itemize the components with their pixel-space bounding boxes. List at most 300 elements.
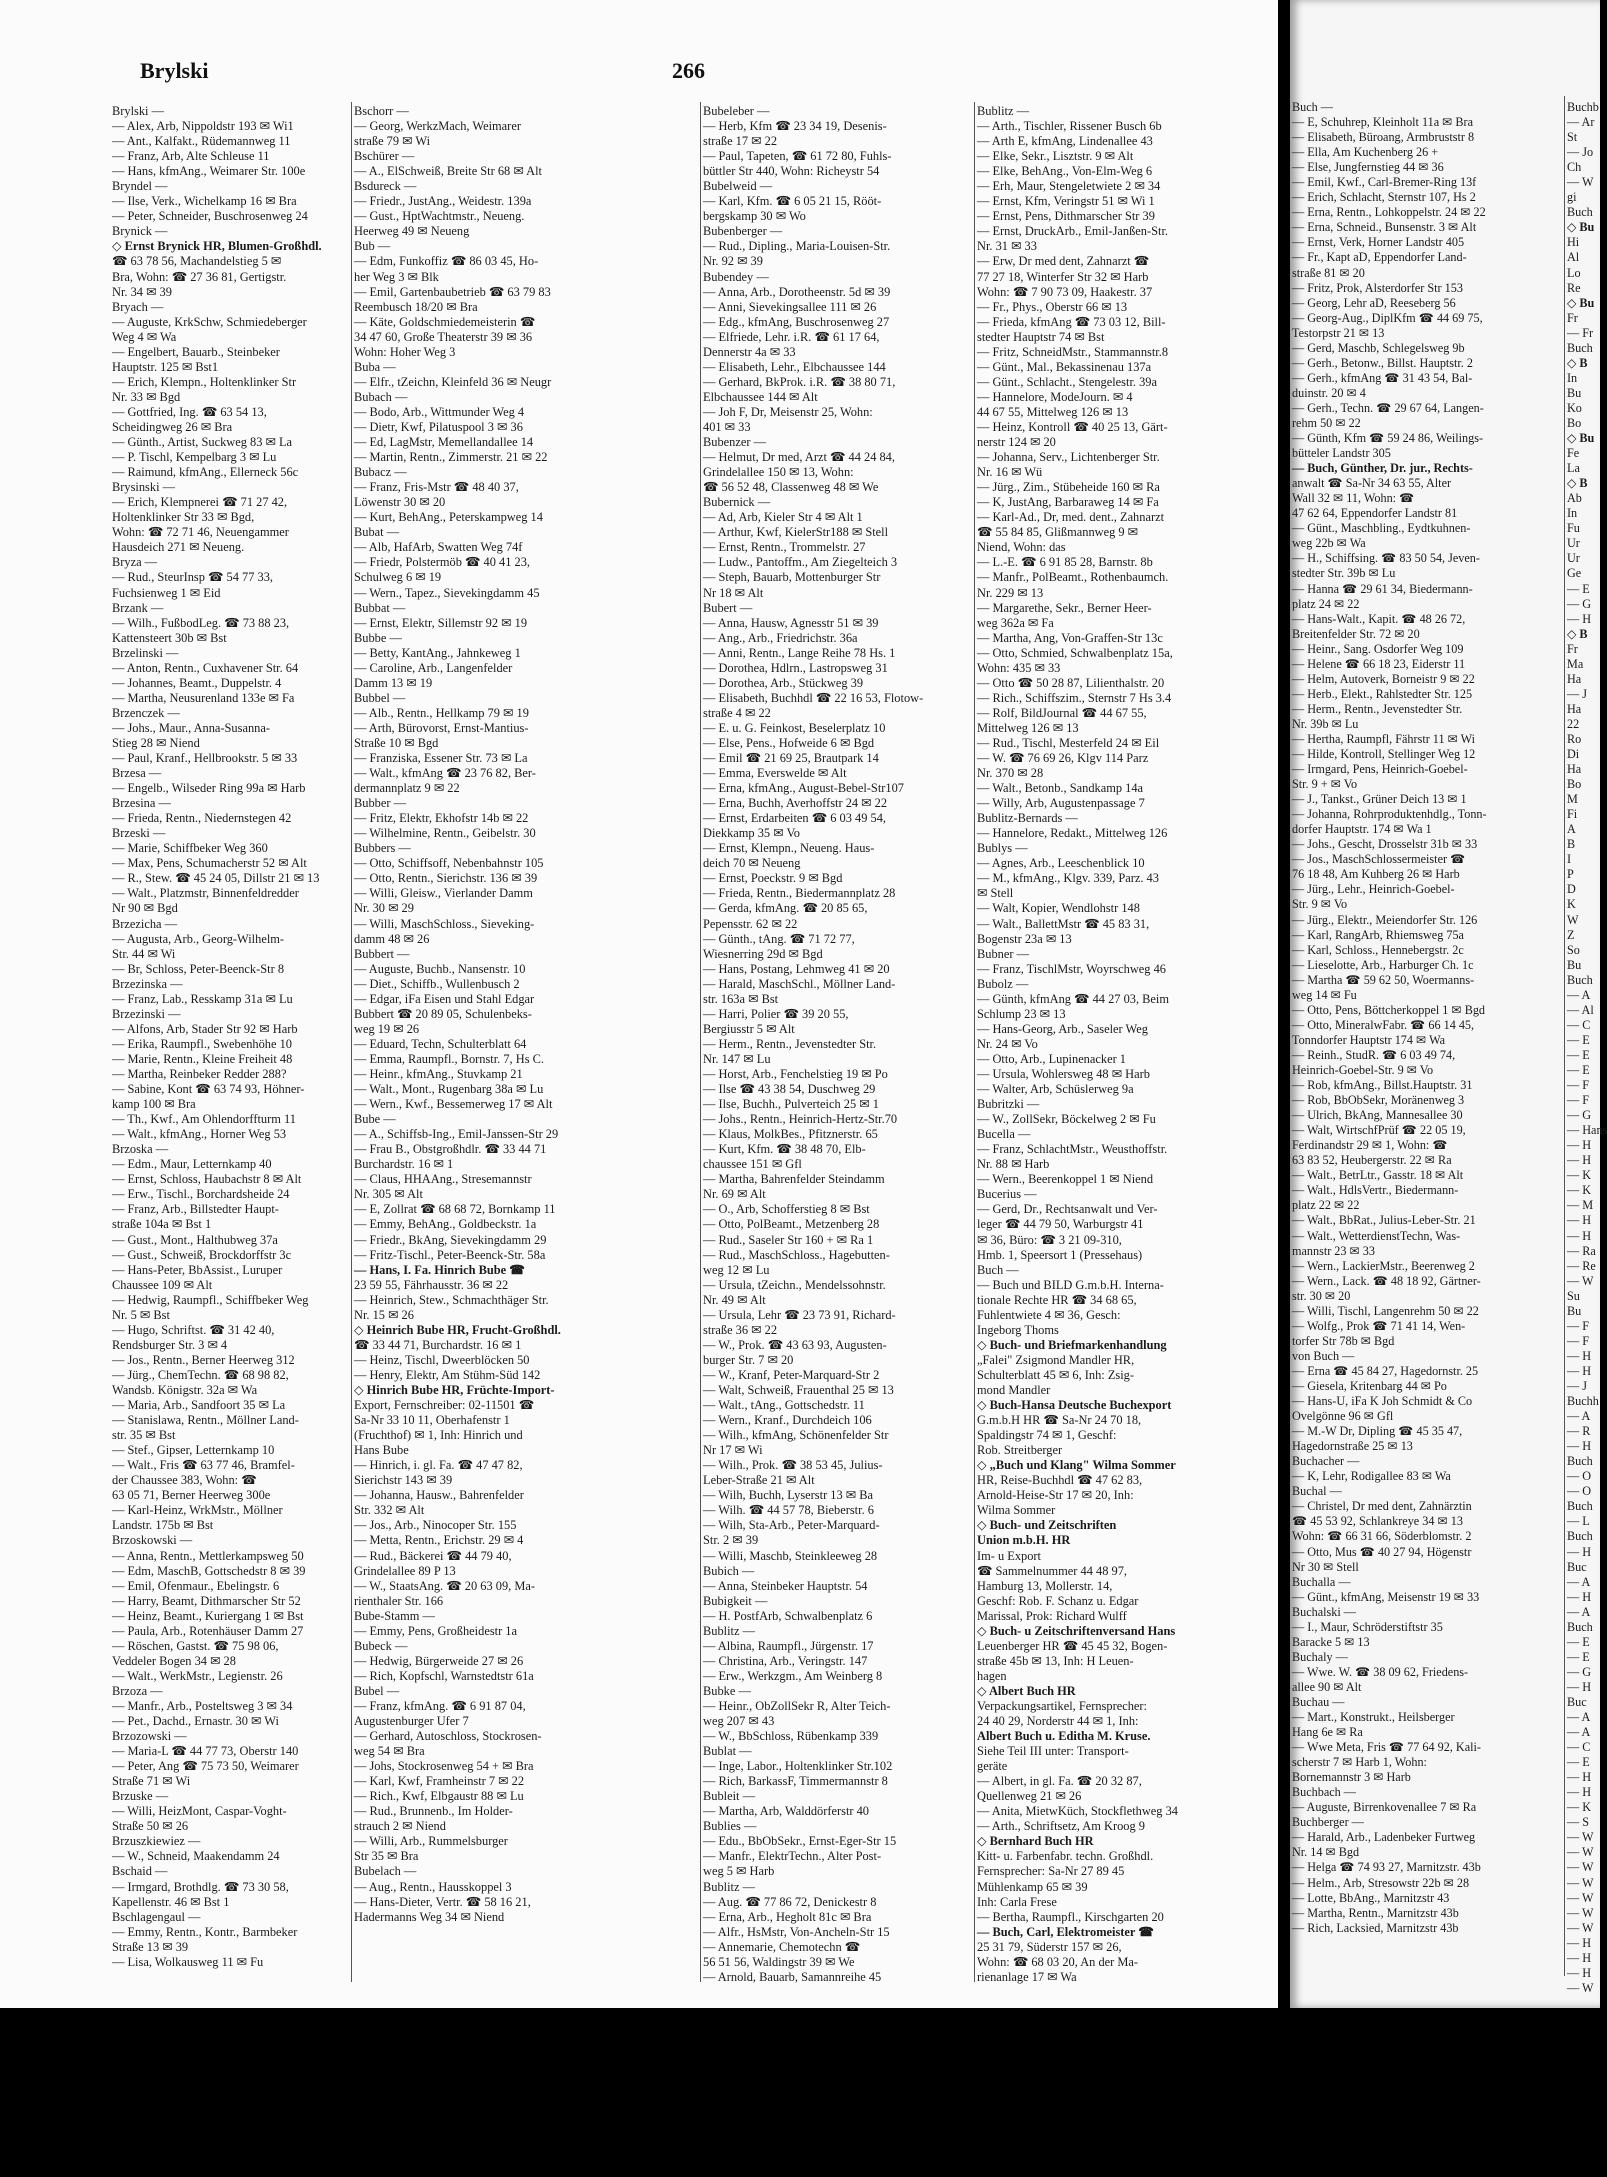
directory-line: Union m.b.H. HR	[977, 1533, 1071, 1548]
directory-line: — H	[1567, 1770, 1592, 1785]
directory-line: torfer Str 78b ✉ Bgd	[1292, 1333, 1395, 1348]
directory-line: — Caroline, Arb., Langenfelder	[354, 660, 513, 675]
directory-line: Ko	[1567, 400, 1582, 415]
directory-line: — Hinrich, i. gl. Fa. ☎ 47 47 82,	[354, 1458, 523, 1473]
directory-line: — Jos., Arb., Ninocoper Str. 155	[354, 1518, 517, 1533]
directory-line: straße 45b ✉ 13, Inh: H Leuen-	[977, 1653, 1134, 1668]
directory-line: — Harald, MaschSchl., Möllner Land-	[703, 976, 896, 991]
directory-line: — Edm, Funkoffiz ☎ 86 03 45, Ho-	[354, 254, 539, 269]
directory-line: — Willi, HeizMont, Caspar-Voght-	[112, 1804, 287, 1819]
directory-line: — W., Kranf, Peter-Marquard-Str 2	[703, 1367, 880, 1382]
directory-line: Bu	[1567, 1303, 1582, 1318]
page-number: 266	[672, 58, 705, 83]
directory-line: — W	[1567, 1860, 1594, 1875]
directory-line: — Franz, kfmAng. ☎ 6 91 87 04,	[354, 1698, 526, 1713]
directory-line: ◇ Buch- und Briefmarkenhandlung	[977, 1337, 1167, 1352]
directory-line: 44 67 55, Mittelweg 126 ✉ 13	[977, 404, 1129, 419]
directory-line: — Helene ☎ 66 18 23, Eiderstr 11	[1292, 656, 1466, 671]
directory-line: — Ang., Arb., Friedrichstr. 36a	[703, 630, 858, 645]
directory-line: Fuchsienweg 1 ✉ Eid	[112, 585, 221, 600]
directory-line: — Ulrich, BkAng, Mannesallee 30	[1292, 1108, 1463, 1123]
directory-line: straße 79 ✉ Wi	[354, 134, 431, 149]
directory-line: — Franz, Arb., Billstedter Haupt-	[112, 1202, 279, 1217]
directory-line: — O	[1567, 1484, 1592, 1499]
directory-line: — Alb, HafArb, Swatten Weg 74f	[354, 540, 523, 555]
directory-line: — Günt., Schlacht., Stengelestr. 39a	[977, 374, 1157, 389]
directory-line: — Martha, Bahrenfelder Steindamm	[703, 1172, 885, 1187]
directory-column-3	[703, 104, 973, 1985]
directory-line: — Ad, Arb, Kieler Str 4 ✉ Alt 1	[703, 510, 863, 525]
directory-line: 401 ✉ 33	[703, 419, 751, 434]
directory-line: — Lisa, Wolkausweg 11 ✉ Fu	[112, 1954, 264, 1969]
directory-line: — Ernst, Rentn., Trommelstr. 27	[703, 540, 866, 555]
directory-line: St	[1567, 130, 1578, 145]
directory-line: — Helmut, Dr med, Arzt ☎ 44 24 84,	[703, 450, 895, 465]
directory-line: Buc	[1567, 1694, 1587, 1709]
directory-column-4	[977, 104, 1277, 1985]
directory-line: Kapellenstr. 46 ✉ Bst 1	[112, 1894, 230, 1909]
directory-line: — Ernst, Poeckstr. 9 ✉ Bgd	[703, 871, 843, 886]
directory-line: Chaussee 109 ✉ Alt	[112, 1277, 213, 1292]
directory-line: — Franz, SchlachtMstr., Weusthoffstr.	[977, 1142, 1168, 1157]
directory-line: Lo	[1567, 265, 1581, 280]
directory-line: — Augusta, Arb., Georg-Wilhelm-	[112, 931, 285, 946]
directory-line: — H	[1567, 1965, 1592, 1980]
directory-line: — W., Schneid, Maakendamm 24	[112, 1849, 280, 1864]
directory-line: damm 48 ✉ 26	[354, 931, 430, 946]
directory-line: — Annemarie, Chemotechn ☎	[703, 1939, 861, 1954]
directory-line: Ro	[1567, 731, 1582, 746]
directory-line: — Alb., Rentn., Hellkamp 79 ✉ 19	[354, 705, 529, 720]
directory-line: — Otto, Mus ☎ 40 27 94, Högenstr	[1292, 1544, 1472, 1559]
directory-line: — W., BbSchloss, Rübenkamp 339	[703, 1729, 879, 1744]
directory-line: Straße 10 ✉ Bgd	[354, 735, 439, 750]
directory-line: 56 51 56, Waldingstr 39 ✉ We	[703, 1954, 855, 1969]
directory-line: — Wilhelmine, Rentn., Geibelstr. 30	[354, 826, 536, 841]
directory-line: Wohn: ☎ 66 31 66, Söderblomstr. 2	[1292, 1529, 1472, 1544]
directory-line: In	[1567, 506, 1578, 521]
directory-line: weg 5 ✉ Harb	[703, 1864, 775, 1879]
directory-line: — W. ☎ 76 69 26, Klgv 114 Parz	[977, 751, 1149, 766]
directory-line: Fu	[1567, 521, 1580, 536]
directory-line: — H. PostfArb, Schwalbenplatz 6	[703, 1608, 873, 1623]
directory-line: — Frieda, Rentn., Biedermannplatz 28	[703, 886, 896, 901]
directory-line: — Rich., Schiffszim., Sternstr 7 Hs 3.4	[977, 690, 1172, 705]
directory-line: — Jürg., Zim., Stübeheide 160 ✉ Ra	[977, 480, 1160, 495]
directory-line: — Alfons, Arb, Stader Str 92 ✉ Harb	[112, 1021, 298, 1036]
directory-line: — Karl, Kfm. ☎ 6 05 21 15, Rööt-	[703, 194, 882, 209]
directory-line: W	[1567, 912, 1579, 927]
directory-line: ☎ 63 78 56, Machandelstieg 5 ✉	[112, 254, 282, 269]
directory-line: — Gust., HptWachtmstr., Neueng.	[354, 209, 525, 224]
directory-line: So	[1567, 942, 1580, 957]
column-divider	[974, 102, 975, 1982]
directory-line: Bschlagengaul —	[112, 1909, 201, 1924]
directory-line: Wohn: ☎ 68 03 20, An der Ma-	[977, 1954, 1139, 1969]
directory-line: — Sabine, Kont ☎ 63 74 93, Höhner-	[112, 1082, 305, 1097]
directory-line: 22	[1567, 716, 1580, 731]
directory-line: — L	[1567, 1514, 1590, 1529]
directory-line: — E, Zollrat ☎ 68 68 72, Bornkamp 11	[354, 1202, 556, 1217]
directory-line: — H	[1567, 1950, 1592, 1965]
directory-line: Holtenklinker Str 33 ✉ Bgd,	[112, 510, 255, 525]
directory-line: Brzoza —	[112, 1683, 163, 1698]
directory-line: — Lotte, BbAng., Marnitzstr 43	[1292, 1890, 1450, 1905]
directory-line: — Pet., Dachd., Ernastr. 30 ✉ Wi	[112, 1714, 279, 1729]
directory-line: — Gust., Schweiß, Brockdorffstr 3c	[112, 1247, 292, 1262]
directory-line: platz 24 ✉ 22	[1292, 596, 1360, 611]
directory-column-2	[354, 104, 699, 1925]
directory-line: Bublies —	[703, 1819, 757, 1834]
directory-line: Ur	[1567, 536, 1580, 551]
directory-line: — A	[1567, 1725, 1591, 1740]
directory-line: — R	[1567, 1424, 1591, 1439]
directory-line: — Gerda, kfmAng. ☎ 20 85 65,	[703, 901, 868, 916]
directory-line: — Buch, Carl, Elektromeister ☎	[977, 1924, 1154, 1939]
directory-line: ◇ Bernhard Buch HR	[977, 1834, 1094, 1849]
directory-line: — Maria, Arb., Sandfoort 35 ✉ La	[112, 1398, 286, 1413]
directory-line: — Engelbert, Bauarb., Steinbeker	[112, 344, 280, 359]
directory-line: — Johanna, Rohrproduktenhdlg., Tonn-	[1292, 807, 1487, 822]
directory-line: — Otto, Arb., Lupinenacker 1	[977, 1051, 1126, 1066]
directory-line: Bublitz —	[977, 104, 1029, 118]
directory-line: — L.-E. ☎ 6 91 85 28, Barnstr. 8b	[977, 555, 1153, 570]
directory-line: — Walt, WirtschfPrüf ☎ 22 05 19,	[1292, 1123, 1466, 1138]
directory-line: — Paula, Arb., Rotenhäuser Damm 27	[112, 1623, 304, 1638]
directory-line: weg 14 ✉ Fu	[1292, 987, 1357, 1002]
directory-line: — Ella, Am Kuchenberg 26 +	[1292, 145, 1439, 160]
directory-line: Buba —	[354, 359, 396, 374]
directory-line: Fr	[1567, 641, 1578, 656]
directory-line: str. 35 ✉ Bst	[112, 1428, 176, 1443]
directory-line: — Wilh, Buchh, Lyserstr 13 ✉ Ba	[703, 1488, 874, 1503]
directory-line: — E	[1567, 1032, 1590, 1047]
directory-line: — Ernst, Klempn., Neueng. Haus-	[703, 841, 875, 856]
directory-line: — Marie, Rentn., Kleine Freiheit 48	[112, 1051, 293, 1066]
directory-line: — Franz, Lab., Resskamp 31a ✉ Lu	[112, 991, 293, 1006]
directory-line: — Gerh., Techn. ☎ 29 67 64, Langen-	[1292, 400, 1484, 415]
directory-line: — Maria-L ☎ 44 77 73, Oberstr 140	[112, 1744, 299, 1759]
directory-line: — W	[1567, 1890, 1594, 1905]
directory-line: — Gottfried, Ing. ☎ 63 54 13,	[112, 404, 267, 419]
directory-line: Breitenfelder Str. 72 ✉ 20	[1292, 626, 1420, 641]
directory-line: str. 163a ✉ Bst	[703, 991, 779, 1006]
directory-line: Ch	[1567, 160, 1582, 175]
directory-line: — Hugo, Schriftst. ☎ 31 42 40,	[112, 1322, 275, 1337]
directory-line: Bubbers —	[354, 841, 411, 856]
directory-line: — W., StaatsAng. ☎ 20 63 09, Ma-	[354, 1578, 535, 1593]
directory-line: — Ilse ☎ 43 38 54, Duschweg 29	[703, 1082, 876, 1097]
directory-line: K	[1567, 897, 1576, 912]
directory-line: — Metta, Rentn., Erichstr. 29 ✉ 4	[354, 1533, 524, 1548]
directory-line: — H	[1567, 1348, 1592, 1363]
directory-line: — Arth, Bürovorst, Ernst-Mantius-	[354, 720, 529, 735]
directory-line: — Ernst, Kfm, Veringstr 51 ✉ Wi 1	[977, 194, 1155, 209]
directory-line: ◇ B	[1567, 476, 1588, 491]
directory-line: „Falei" Zsigmond Mandler HR,	[977, 1352, 1135, 1367]
directory-line: — Rob, BbObSekr, Moränenweg 3	[1292, 1093, 1465, 1108]
directory-line: — A., Schiffsb-Ing., Emil-Janssen-Str 29	[354, 1127, 559, 1142]
directory-line: Al	[1567, 250, 1580, 265]
directory-line: burger Str. 7 ✉ 20	[703, 1352, 794, 1367]
directory-line: — Emil, Gartenbaubetrieb ☎ 63 79 83	[354, 284, 551, 299]
directory-line: Nr 18 ✉ Alt	[703, 585, 764, 600]
directory-line: Hmb. 1, Speersort 1 (Pressehaus)	[977, 1247, 1143, 1262]
directory-line: Verpackungsartikel, Fernsprecher:	[977, 1698, 1147, 1713]
directory-line: Buch	[1567, 972, 1593, 987]
directory-line: — Jürg., Lehr., Heinrich-Goebel-	[1292, 882, 1455, 897]
directory-line: mannstr 23 ✉ 33	[1292, 1243, 1375, 1258]
directory-line: straße 81 ✉ 20	[1292, 265, 1365, 280]
directory-line: Brzezicha —	[112, 916, 178, 931]
directory-line: Nr. 92 ✉ 39	[703, 254, 763, 269]
directory-line: — Lieselotte, Arb., Harburger Ch. 1c	[1292, 957, 1474, 972]
directory-line: — Karl-Heinz, WrkMstr., Möllner	[112, 1503, 283, 1518]
directory-line: — Hannelore, ModeJourn. ✉ 4	[977, 389, 1133, 404]
directory-line: — Christina, Arb., Veringstr. 147	[703, 1653, 868, 1668]
directory-line: — Wilh, Sta-Arb., Peter-Marquard-	[703, 1518, 880, 1533]
directory-line: nerstr 124 ✉ 20	[977, 435, 1056, 450]
directory-line: Brzuske —	[112, 1789, 169, 1804]
directory-line: Quellenweg 21 ✉ 26	[977, 1789, 1082, 1804]
directory-line: — A	[1567, 1710, 1591, 1725]
directory-line: — Otto, Schiffsoff, Nebenbahnstr 105	[354, 856, 544, 871]
directory-line: Bornemannstr 3 ✉ Harb	[1292, 1770, 1411, 1785]
directory-line: Pepensstr. 62 ✉ 22	[703, 916, 798, 931]
directory-line: Buchalski —	[1292, 1604, 1356, 1619]
directory-line: — Karl-Ad., Dr, med. dent., Zahnarzt	[977, 510, 1165, 525]
directory-line: — Wolfg., Prok ☎ 71 41 14, Wen-	[1292, 1318, 1466, 1333]
directory-line: Bubacz —	[354, 465, 407, 480]
directory-line: Bubolz —	[977, 976, 1029, 991]
directory-line: — K	[1567, 1800, 1592, 1815]
directory-line: — Wwe. W. ☎ 38 09 62, Friedens-	[1292, 1664, 1469, 1679]
directory-line: — Ar	[1567, 115, 1595, 130]
directory-line: büttler Str 440, Wohn: Richeystr 54	[703, 164, 880, 179]
directory-line: — Edg., kfmAng, Buschrosenweg 27	[703, 314, 890, 329]
directory-line: — Franz, Fris-Mstr ☎ 48 40 37,	[354, 480, 519, 495]
directory-line: strauch 2 ✉ Niend	[354, 1819, 446, 1834]
directory-line: — Hans-Georg, Arb., Saseler Weg	[977, 1021, 1148, 1036]
directory-line: Bryach —	[112, 299, 164, 314]
directory-line: — Arthur, Kwf, KielerStr188 ✉ Stell	[703, 525, 889, 540]
directory-line: Buchacher —	[1292, 1454, 1360, 1469]
directory-line: — Auguste, Buchb., Nansenstr. 10	[354, 961, 526, 976]
directory-line: — W	[1567, 1830, 1594, 1845]
page-header	[0, 58, 1278, 86]
directory-line: Bubke —	[703, 1683, 751, 1698]
directory-line: Ovelgönne 96 ✉ Gfl	[1292, 1409, 1394, 1424]
directory-line: — Emmy, Rentn., Kontr., Barmbeker	[112, 1924, 298, 1939]
directory-line: — Ludw., Pantoffm., Am Ziegelteich 3	[703, 555, 898, 570]
directory-line: Wandsb. Königstr. 32a ✉ Wa	[112, 1382, 258, 1397]
directory-line: — Emmy, Pens, Großheidestr 1a	[354, 1623, 518, 1638]
directory-line: Wohn: 435 ✉ 33	[977, 660, 1061, 675]
directory-line: — Friedr., JustAng., Weidestr. 139a	[354, 194, 532, 209]
directory-line: — Rud., MaschSchloss., Hagebutten-	[703, 1247, 890, 1262]
directory-line: Bubat —	[354, 525, 400, 540]
directory-line: Schulterblatt 45 ✉ 6, Inh: Zsig-	[977, 1367, 1134, 1382]
right-directory-column-2	[1567, 100, 1607, 1996]
directory-line: — Reinh., StudR. ☎ 6 03 49 74,	[1292, 1047, 1456, 1062]
directory-line: — Dorothea, Hdlrn., Lastropsweg 31	[703, 660, 888, 675]
directory-line: — Otto ☎ 50 28 87, Lilienthalstr. 20	[977, 675, 1165, 690]
directory-line: In	[1567, 370, 1578, 385]
directory-line: — Elisabeth, Lehr., Elbchaussee 144	[703, 359, 886, 374]
directory-line: — Elisabeth, Buchhdl ☎ 22 16 53, Flotow-	[703, 690, 924, 705]
directory-line: Hans Bube	[354, 1443, 409, 1458]
directory-line: Bubbert —	[354, 946, 410, 961]
directory-line: — Martha, Reinbeker Redder 288?	[112, 1067, 287, 1081]
directory-line: — Günth., Artist, Suckweg 83 ✉ La	[112, 435, 293, 450]
directory-line: — Edm., Maur, Letternkamp 40	[112, 1157, 272, 1172]
directory-line: ◇ „Buch und Klang" Wilma Sommer	[977, 1458, 1176, 1473]
directory-line: A	[1567, 822, 1576, 837]
directory-line: Buch	[1567, 1454, 1593, 1469]
directory-line: — Aug., Rentn., Hausskoppel 3	[354, 1879, 512, 1894]
directory-line: Ha	[1567, 762, 1582, 777]
directory-line: — Günth, kfmAng ☎ 44 27 03, Beim	[977, 991, 1169, 1006]
directory-line: Geschf: Rob. F. Schanz u. Edgar	[977, 1593, 1139, 1608]
directory-line: Bublitz —	[703, 1623, 755, 1638]
directory-line: ✉ 36, Büro: ☎ 3 21 09-310,	[977, 1232, 1122, 1247]
directory-line: Bubigkeit —	[703, 1593, 768, 1608]
directory-line: — H	[1567, 1363, 1592, 1378]
directory-line: — Günt., kfmAng, Meisenstr 19 ✉ 33	[1292, 1589, 1480, 1604]
directory-line: — Edgar, iFa Eisen und Stahl Edgar	[354, 991, 535, 1006]
directory-line: Stieg 28 ✉ Niend	[112, 735, 200, 750]
directory-line: — Jürg., Elektr., Meiendorfer Str. 126	[1292, 912, 1478, 927]
directory-line: — Anni, Rentn., Lange Reihe 78 Hs. 1	[703, 645, 896, 660]
directory-line: allee 90 ✉ Alt	[1292, 1679, 1362, 1694]
directory-line: — Ed, LagMstr, Memellandallee 14	[354, 435, 534, 450]
directory-line: — Rich, Lacksied, Marnitzstr 43b	[1292, 1920, 1459, 1935]
directory-line: — M	[1567, 1198, 1594, 1213]
directory-line: — Arth., Tischler, Rissener Busch 6b	[977, 119, 1162, 134]
directory-line: — W	[1567, 1845, 1594, 1860]
directory-line: Augustenburger Ufer 7	[354, 1714, 469, 1729]
directory-line: — Edu., BbObSekr., Ernst-Eger-Str 15	[703, 1834, 897, 1849]
directory-line: — Günth., tAng. ☎ 71 72 77,	[703, 931, 855, 946]
directory-line: Bschorr —	[354, 104, 409, 118]
directory-line: Buchaly —	[1292, 1649, 1348, 1664]
directory-line: Ge	[1567, 566, 1582, 581]
directory-line: Löwenstr 30 ✉ 20	[354, 495, 446, 510]
directory-line: — K	[1567, 1183, 1592, 1198]
directory-line: Nr 17 ✉ Wi	[703, 1443, 763, 1458]
directory-line: straße 36 ✉ 22	[703, 1322, 778, 1337]
directory-line: — E	[1567, 1755, 1590, 1770]
directory-line: Bube —	[354, 1112, 396, 1127]
directory-line: Brzoskowski —	[112, 1533, 193, 1548]
directory-line: — Willi, Tischl, Langenrehm 50 ✉ 22	[1292, 1303, 1479, 1318]
directory-line: — Anna, Arb., Dorotheenstr. 5d ✉ 39	[703, 284, 891, 299]
directory-line: Mittelweg 126 ✉ 13	[977, 720, 1079, 735]
directory-line: Dennerstr 4a ✉ 33	[703, 344, 796, 359]
directory-line: Straße 50 ✉ 26	[112, 1819, 189, 1834]
directory-line: — Elfriede, Lehr. i.R. ☎ 61 17 64,	[703, 329, 880, 344]
directory-line: — Mart., Konstrukt., Heilsberger	[1292, 1710, 1455, 1725]
directory-line: — H	[1567, 1213, 1592, 1228]
directory-line: — Fritz, Elektr, Ekhofstr 14b ✉ 22	[354, 811, 529, 826]
directory-line: — Re	[1567, 1258, 1596, 1273]
directory-line: Str 35 ✉ Bra	[354, 1849, 419, 1864]
directory-line: platz 22 ✉ 22	[1292, 1198, 1360, 1213]
directory-line: — E	[1567, 1063, 1590, 1077]
directory-line: Bucella —	[977, 1127, 1031, 1142]
directory-line: Fe	[1567, 446, 1580, 461]
directory-line: Nr. 33 ✉ Bgd	[112, 389, 181, 404]
directory-line: — Heinr., Sang. Osdorfer Weg 109	[1292, 641, 1464, 656]
directory-line: Heerweg 49 ✉ Neueng	[354, 224, 470, 239]
directory-line: — Hedwig, Bürgerweide 27 ✉ 26	[354, 1653, 524, 1668]
directory-line: Export, Fernschreiber: 02-11501 ☎	[354, 1398, 535, 1413]
directory-line: — Frieda, Rentn., Niedernstegen 42	[112, 811, 292, 826]
directory-line: — Manfr., ElektrTechn., Alter Post-	[703, 1849, 882, 1864]
directory-line: — Gerh., Betonw., Billst. Hauptstr. 2	[1292, 355, 1473, 370]
directory-line: Buchbach —	[1292, 1785, 1356, 1800]
directory-line: — A	[1567, 1574, 1591, 1589]
directory-line: Nr. 49 ✉ Alt	[703, 1292, 766, 1307]
directory-line: — Manfr., Arb., Posteltsweg 3 ✉ 34	[112, 1698, 293, 1713]
directory-line: — J., Tankst., Grüner Deich 13 ✉ 1	[1292, 792, 1467, 807]
directory-line: Grindelallee 89 P 13	[354, 1563, 456, 1578]
directory-line: Fr	[1567, 310, 1578, 325]
directory-line: duinstr. 20 ✉ 4	[1292, 385, 1366, 400]
directory-line: ☎ Sammelnummer 44 48 97,	[977, 1563, 1127, 1578]
directory-line: Hausdeich 271 ✉ Neueng.	[112, 540, 245, 555]
directory-line: — Erw., Tischl., Borchardsheide 24	[112, 1187, 290, 1202]
directory-line: — Paul, Kranf., Hellbrookstr. 5 ✉ 33	[112, 751, 298, 766]
directory-line: Siehe Teil III unter: Transport-	[977, 1744, 1129, 1759]
directory-line: — Helm., Arb, Stresowstr 22b ✉ 28	[1292, 1875, 1470, 1890]
directory-line: — G	[1567, 596, 1592, 611]
directory-line: — Hannelore, Redakt., Mittelweg 126	[977, 826, 1168, 841]
directory-line: — Ernst, Schloss, Haubachstr 8 ✉ Alt	[112, 1172, 302, 1187]
directory-line: — Buch und BILD G.m.b.H. Interna-	[977, 1277, 1164, 1292]
directory-line: — Walt., Fris ☎ 63 77 46, Bramfel-	[112, 1458, 295, 1473]
directory-line: — E, Schuhrep, Kleinholt 11a ✉ Bra	[1292, 115, 1474, 130]
directory-line: — Emil, Kwf., Carl-Bremer-Ring 13f	[1292, 175, 1477, 190]
directory-line: — H	[1567, 1544, 1592, 1559]
directory-line: Bo	[1567, 415, 1582, 430]
directory-line: ☎ 45 53 92, Schlankreye 34 ✉ 13	[1292, 1514, 1463, 1529]
directory-line: — Walt., HdlsVertr., Biedermann-	[1292, 1183, 1459, 1198]
directory-line: Bucerius —	[977, 1187, 1037, 1202]
directory-line: Testorpstr 21 ✉ 13	[1292, 325, 1385, 340]
directory-line: — Walt., BallettMstr ☎ 45 83 31,	[977, 916, 1150, 931]
directory-line: ◇ Buch- u Zeitschriftenversand Hans	[977, 1623, 1176, 1638]
directory-line: — Horst, Arb., Fenchelstieg 19 ✉ Po	[703, 1067, 888, 1081]
directory-line: — W	[1567, 1273, 1594, 1288]
directory-line: straße 104a ✉ Bst 1	[112, 1217, 212, 1232]
directory-line: Nr. 229 ✉ 13	[977, 585, 1044, 600]
directory-line: — Günth, Kfm ☎ 59 24 86, Weilings-	[1292, 431, 1484, 446]
directory-line: Nr. 370 ✉ 28	[977, 766, 1044, 781]
directory-line: — W	[1567, 1980, 1594, 1995]
directory-line: Brylski —	[112, 104, 164, 118]
directory-line: Nr. 5 ✉ Bst	[112, 1307, 170, 1322]
directory-line: — O	[1567, 1469, 1592, 1484]
directory-line: 34 47 60, Große Theaterstr 39 ✉ 36	[354, 329, 533, 344]
directory-line: — W	[1567, 175, 1594, 190]
directory-line: Buch	[1567, 205, 1593, 220]
directory-line: — H	[1567, 1228, 1592, 1243]
directory-line: — Anton, Rentn., Cuxhavener Str. 64	[112, 660, 299, 675]
directory-line: Nr. 147 ✉ Lu	[703, 1051, 771, 1066]
directory-line: — Helm, Autoverk, Borneistr 9 ✉ 22	[1292, 671, 1475, 686]
directory-line: — Walt, Kopier, Wendlohstr 148	[977, 901, 1140, 916]
